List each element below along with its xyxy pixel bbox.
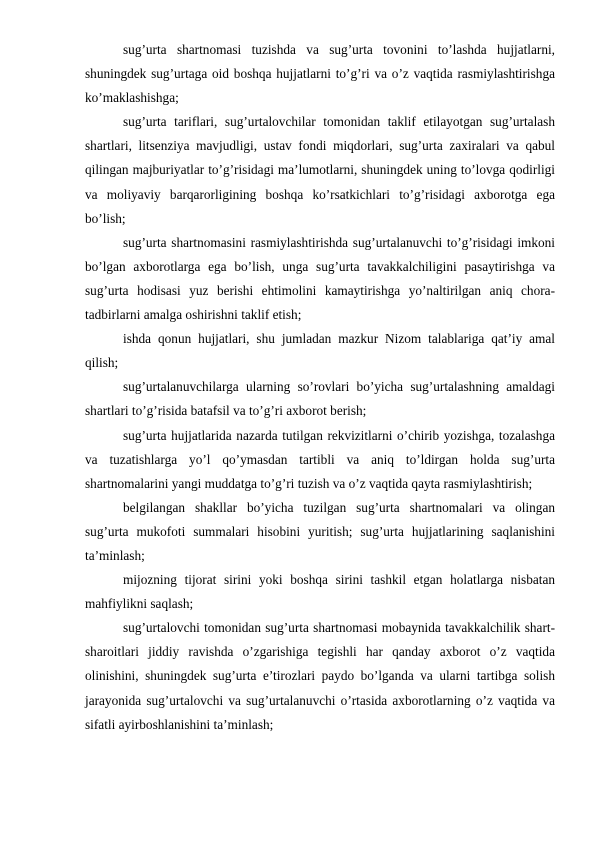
paragraph: sug’urta hujjatlarida nazarda tutilgan rekvizitlarni o’chirib yozishga, tozalashga va tuzatishlarga yo’l qo’ymasdan tartibli va aniq to’ldirgan holda sug’urta shartnomalarini yangi muddatga to’g’ri tuzish va o’z vaqtida qayta rasmiylashtirish; xyxy=(85,427,555,491)
document-body xyxy=(85,38,555,737)
paragraph: sug’urta tariflari, sug’urtalovchilar tomonidan taklif etilayotgan sug’urtalash shartlari, litsenziya mavjudligi, ustav fondi miqdorlari, sug’urta zaxiralari va qabul qilingan majburiyatlar to’g’risidagi ma’lumotlarni, shuningdek uning to’lovga qodirligi va moliyaviy barqarorligining boshqa ko’rsatkichlari to’g’risidagi axborotga ega bo’lish; xyxy=(85,114,555,226)
paragraph: sug’urtalanuvchilarga ularning so’rovlari bo’yicha sug’urtalashning amaldagi shartlari to’g’risida batafsil va to’g’ri axborot berish; xyxy=(85,379,555,419)
paragraph: belgilangan shakllar bo’yicha tuzilgan sug’urta shartnomalari va olingan sug’urta mukofoti summalari hisobini yuritish; sug’urta hujjatlarining saqlanishini ta’minlash; xyxy=(85,499,555,563)
paragraph: sug’urta shartnomasini rasmiylashtirishda sug’urtalanuvchi to’g’risidagi imkoni bo’lgan axborotlarga ega bo’lish, unga sug’urta tavakkalchiligini pasaytirishga va sug’urta hodisasi yuz berishi ehtimolini kamaytirishga yo’naltirilgan aniq chora-tadbirlarni amalga oshirishni taklif etish; xyxy=(85,234,555,323)
paragraph: sug’urtalovchi tomonidan sug’urta shartnomasi mobaynida tavakkalchilik shart-sharoitlari jiddiy ravishda o’zgarishiga tegishli har qanday axborot o’z vaqtida olinishini, shuningdek sug’urta e’tirozlari paydo bo’lganda va ularni tartibga solish jarayonida sug’urtalovchi va sug’urtalanuvchi o’rtasida axborotlarning o’z vaqtida va sifatli ayirboshlanishini ta’minlash; xyxy=(85,620,555,732)
paragraph: ishda qonun hujjatlari, shu jumladan mazkur Nizom talablariga qat’iy amal qilish; xyxy=(85,331,555,371)
paragraph: sug’urta shartnomasi tuzishda va sug’urta tovonini to’lashda hujjatlarni, shuningdek sug’urtaga oid boshqa hujjatlarni to’g’ri va o’z vaqtida rasmiylashtirishga ko’maklashishga; xyxy=(85,42,555,106)
paragraph: mijozning tijorat sirini yoki boshqa sirini tashkil etgan holatlarga nisbatan mahfiylikni saqlash; xyxy=(85,572,555,612)
